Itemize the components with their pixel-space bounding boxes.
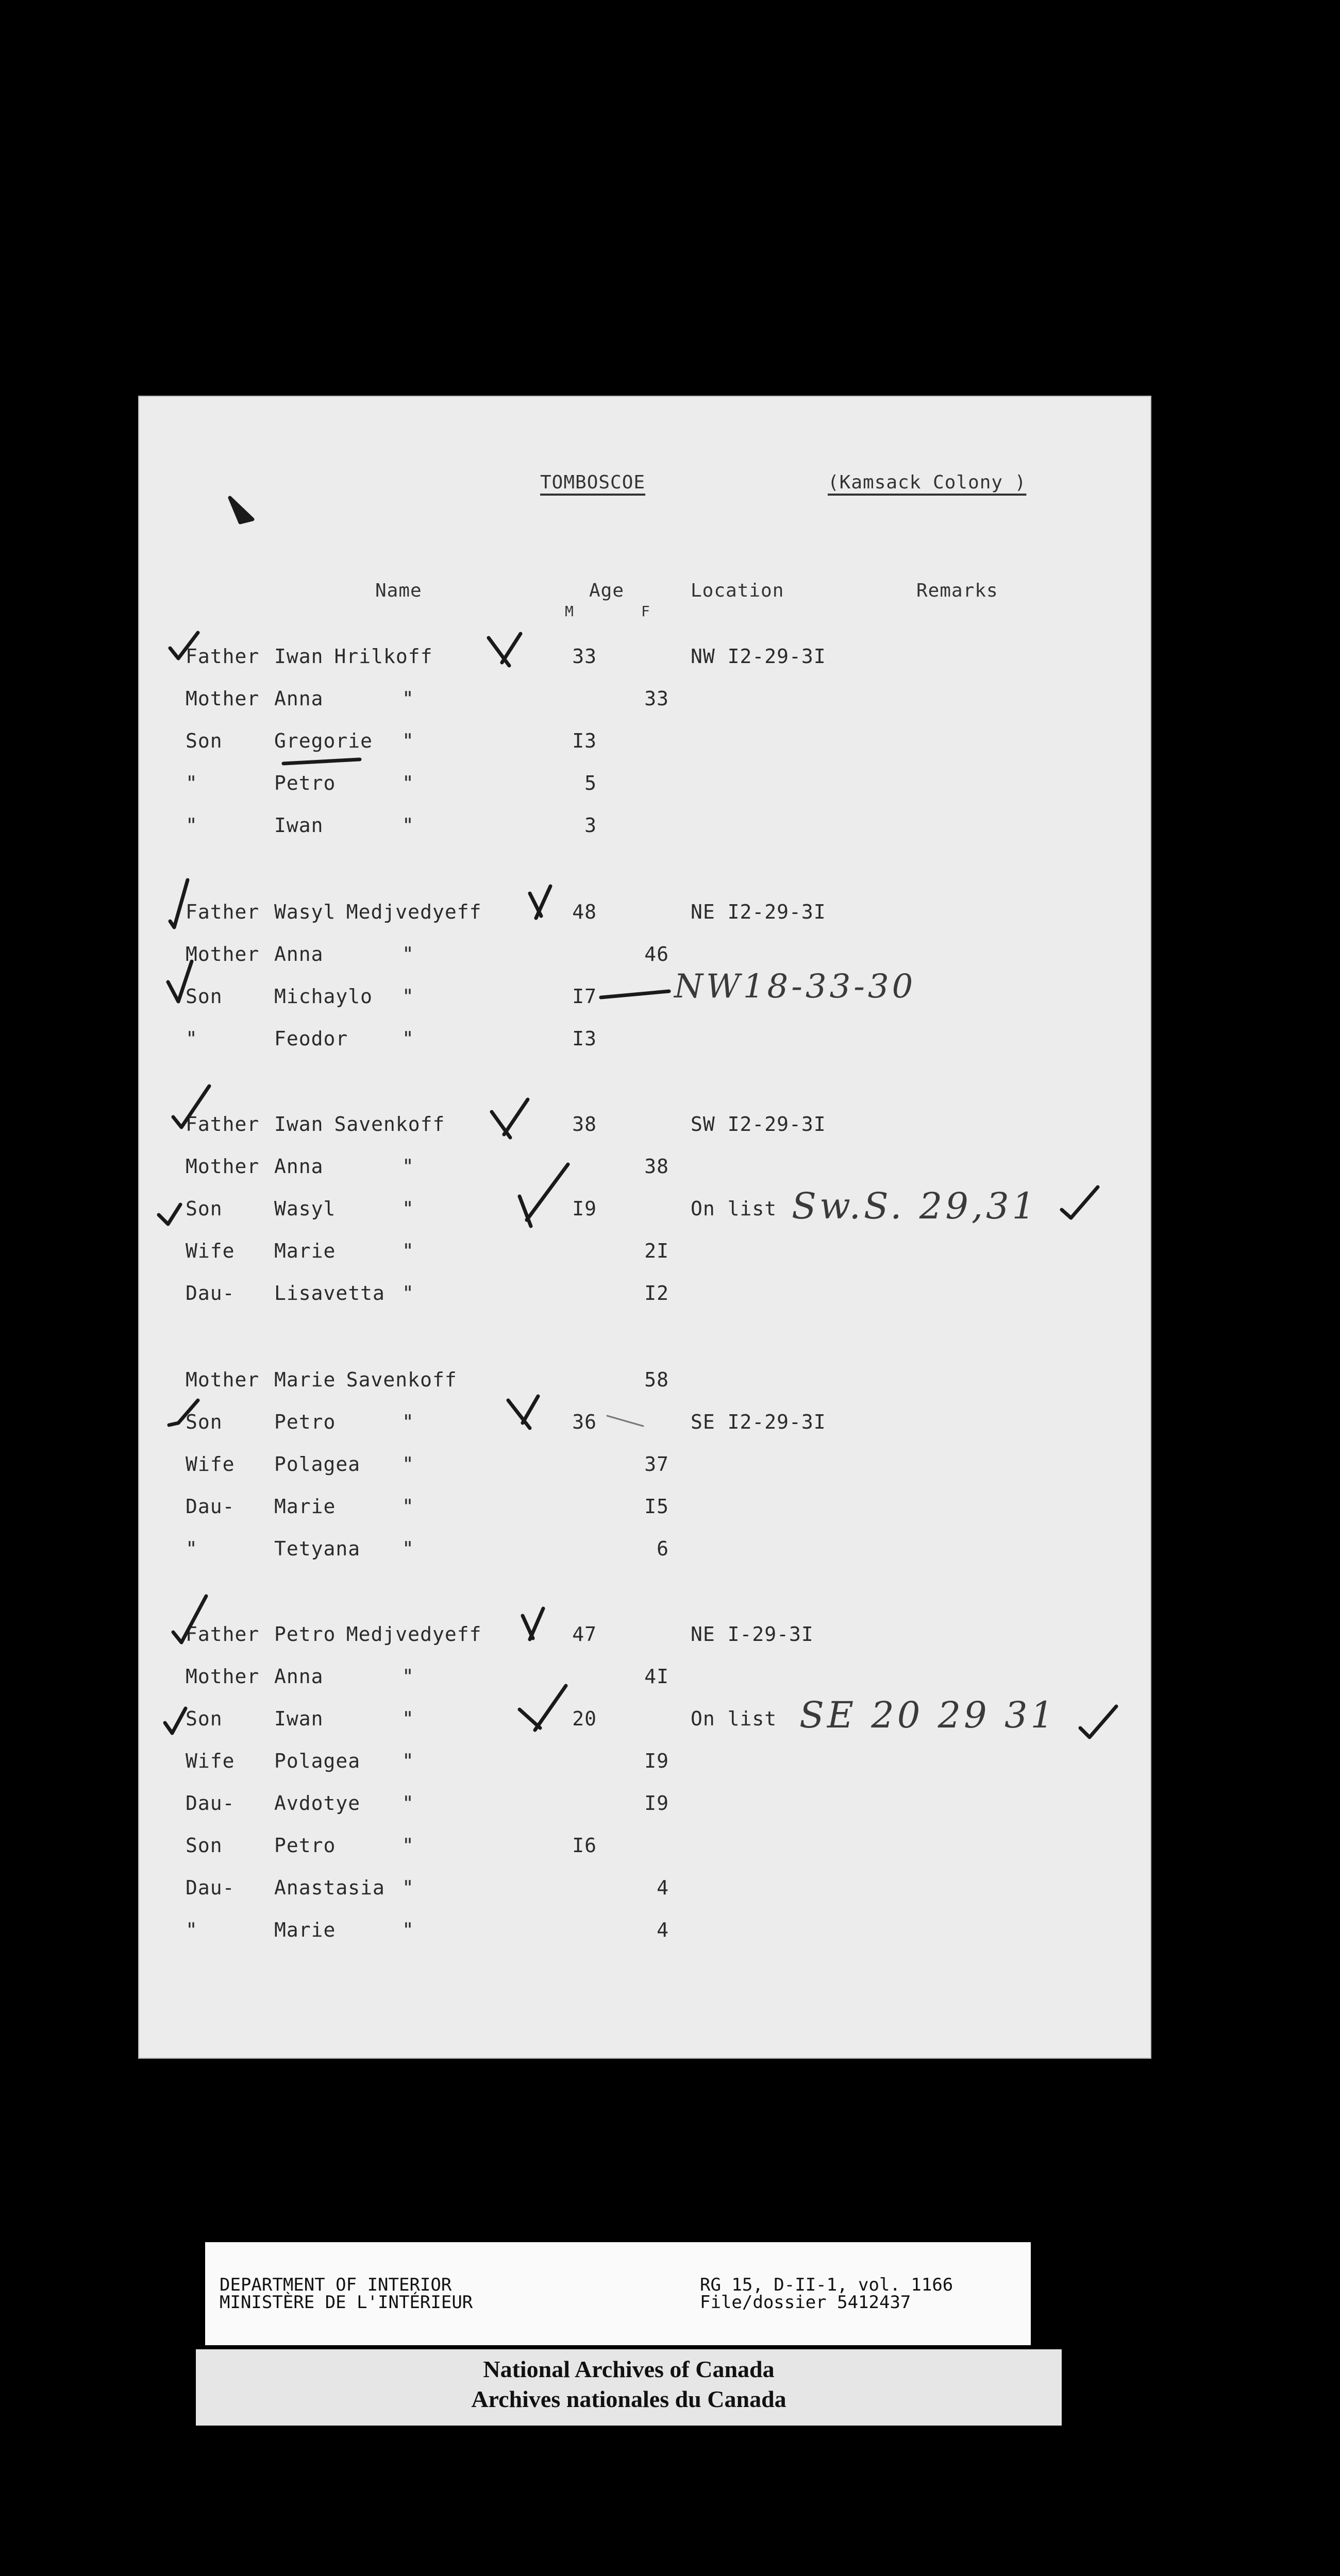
cell-m: 5: [584, 772, 597, 794]
cell-loc: NE I2-29-3I: [691, 901, 826, 923]
cell-f: 2I: [644, 1240, 669, 1262]
column-header-name: Name: [375, 580, 422, 601]
pen-marks: [138, 396, 1151, 2059]
cell-surname: ": [402, 1665, 414, 1688]
cell-given: Petro: [274, 1411, 336, 1433]
document-sheet: [138, 396, 1151, 2059]
cell-given: Iwan: [274, 1707, 324, 1730]
cell-surname: ": [402, 1411, 414, 1433]
cell-loc: On list: [691, 1707, 777, 1730]
handwritten-location-note: NW18-33-30: [674, 968, 916, 1006]
cell-rel: Wife: [186, 1750, 235, 1772]
checkmark-icon: [168, 961, 192, 1002]
cell-given: Anna: [274, 687, 324, 710]
column-header-age-f: F: [641, 603, 650, 620]
cell-given: Anna: [274, 943, 324, 965]
cell-surname: ": [402, 1453, 414, 1476]
cell-given: Marie: [274, 1919, 336, 1941]
checkmark-icon: [1062, 1187, 1098, 1218]
cell-rel: Dau-: [186, 1876, 235, 1899]
cell-given: Michaylo: [274, 985, 373, 1008]
cell-given: Marie: [274, 1240, 336, 1262]
cell-rel: Father: [186, 1623, 260, 1646]
column-header-age: Age: [589, 580, 625, 601]
cell-given: Lisavetta: [274, 1282, 385, 1304]
cell-surname: ": [402, 772, 414, 794]
cell-f: 6: [657, 1537, 669, 1560]
cell-surname: ": [402, 1537, 414, 1560]
cell-rel: Father: [186, 901, 260, 923]
cell-surname: ": [402, 1495, 414, 1518]
cell-surname: Medjvedyeff: [346, 1623, 482, 1646]
cell-f: 4I: [644, 1665, 669, 1688]
cell-rel: ": [186, 772, 198, 794]
cell-given: Tetyana: [274, 1537, 361, 1560]
cell-given: Anna: [274, 1665, 324, 1688]
cell-rel: Father: [186, 1113, 260, 1136]
cell-rel: Son: [186, 730, 223, 752]
checkmark-icon: [1080, 1706, 1116, 1737]
cell-m: 38: [572, 1113, 597, 1136]
cell-m: 33: [572, 645, 597, 668]
cell-surname: ": [402, 687, 414, 710]
cell-f: 37: [644, 1453, 669, 1476]
cell-rel: Mother: [186, 943, 260, 965]
cell-loc: NW I2-29-3I: [691, 645, 826, 668]
checkmark-icon: [173, 1086, 209, 1127]
checkmark-icon: [170, 880, 188, 927]
cell-m: I9: [572, 1197, 597, 1220]
archives-name-en: National Archives of Canada: [483, 2356, 775, 2382]
archive-reference-label: [205, 2242, 1031, 2345]
cell-m: 47: [572, 1623, 597, 1646]
archives-banner: [196, 2349, 1062, 2426]
cell-rel: Dau-: [186, 1792, 235, 1815]
cell-rel: Mother: [186, 687, 260, 710]
cell-m: I7: [572, 985, 597, 1008]
cell-rel: Mother: [186, 1665, 260, 1688]
cell-given: Marie: [274, 1368, 336, 1391]
cell-rel: Wife: [186, 1240, 235, 1262]
x-mark-icon: [530, 886, 550, 918]
cell-m: 36: [572, 1411, 597, 1433]
cell-f: I9: [644, 1792, 669, 1815]
cell-loc: On list: [691, 1197, 777, 1220]
record-group-reference: RG 15, D-II-1, vol. 1166: [700, 2275, 953, 2295]
cell-surname: ": [402, 730, 414, 752]
checkmark-icon: [159, 1205, 180, 1224]
colony-name: (Kamsack Colony ): [828, 472, 1027, 493]
cell-surname: Savenkoff: [346, 1368, 457, 1391]
cell-given: Petro: [274, 772, 336, 794]
cell-f: I5: [644, 1495, 669, 1518]
cell-given: Wasyl: [274, 1197, 336, 1220]
cell-given: Iwan: [274, 1113, 324, 1136]
cell-given: Polagea: [274, 1453, 361, 1476]
checkmark-icon: [169, 1400, 198, 1425]
cell-surname: Medjvedyeff: [346, 901, 482, 923]
handwritten-remark-iwan: SE 20 29 31: [799, 1694, 1057, 1736]
cell-loc: SE I2-29-3I: [691, 1411, 826, 1433]
cell-m: I6: [572, 1834, 597, 1857]
checkmark-icon: [173, 1596, 206, 1642]
cell-given: Wasyl: [274, 901, 336, 923]
cell-surname: ": [402, 814, 414, 837]
cell-given: Gregorie: [274, 730, 373, 752]
cell-rel: Wife: [186, 1453, 235, 1476]
stray-mark: [607, 1416, 643, 1426]
x-mark-icon: [520, 1164, 568, 1226]
x-mark-icon: [523, 1608, 543, 1639]
cell-surname: ": [402, 1876, 414, 1899]
cell-given: Petro: [274, 1623, 336, 1646]
cell-rel: Dau-: [186, 1282, 235, 1304]
cell-f: 58: [644, 1368, 669, 1391]
x-mark-icon: [520, 1686, 566, 1730]
cell-rel: Mother: [186, 1155, 260, 1178]
cell-surname: ": [402, 1240, 414, 1262]
cell-rel: Dau-: [186, 1495, 235, 1518]
cell-m: 20: [572, 1707, 597, 1730]
cell-f: I9: [644, 1750, 669, 1772]
cell-f: 4: [657, 1876, 669, 1899]
cell-surname: ": [402, 1750, 414, 1772]
cell-given: Petro: [274, 1834, 336, 1857]
cell-rel: Father: [186, 645, 260, 668]
cell-given: Iwan: [274, 814, 324, 837]
cell-surname: Savenkoff: [334, 1113, 445, 1136]
cell-surname: ": [402, 985, 414, 1008]
cell-loc: NE I-29-3I: [691, 1623, 814, 1646]
cell-rel: Son: [186, 1411, 223, 1433]
connector-line: [601, 991, 669, 997]
handwritten-remark-wasyl: Sw.S. 29,31: [792, 1185, 1038, 1227]
x-mark-icon: [508, 1396, 538, 1428]
column-header-location: Location: [691, 580, 784, 601]
checkmark-icon: [165, 1708, 186, 1733]
cell-surname: ": [402, 1197, 414, 1220]
cell-given: Anastasia: [274, 1876, 385, 1899]
cell-f: 4: [657, 1919, 669, 1941]
cell-rel: Son: [186, 1707, 223, 1730]
cell-given: Marie: [274, 1495, 336, 1518]
cell-m: I3: [572, 1027, 597, 1050]
cell-rel: Son: [186, 985, 223, 1008]
cell-surname: ": [402, 943, 414, 965]
cell-surname: Hrilkoff: [334, 645, 433, 668]
column-header-age-m: M: [565, 603, 574, 620]
cell-surname: ": [402, 1792, 414, 1815]
cell-given: Iwan: [274, 645, 324, 668]
cell-rel: Son: [186, 1197, 223, 1220]
column-header-remarks: Remarks: [916, 580, 998, 601]
cell-f: 33: [644, 687, 669, 710]
department-fr: MINISTÈRE DE L'INTÉRIEUR: [220, 2292, 473, 2313]
underline-mark: [283, 759, 360, 764]
cell-given: Feodor: [274, 1027, 348, 1050]
cell-f: 46: [644, 943, 669, 965]
cell-rel: ": [186, 814, 198, 837]
cell-surname: ": [402, 1707, 414, 1730]
cell-given: Polagea: [274, 1750, 361, 1772]
cell-given: Avdotye: [274, 1792, 361, 1815]
cell-surname: ": [402, 1834, 414, 1857]
cell-surname: ": [402, 1027, 414, 1050]
cell-loc: SW I2-29-3I: [691, 1113, 826, 1136]
cell-rel: ": [186, 1919, 198, 1941]
checkmark-icon: [170, 633, 198, 658]
arrow-mark-icon: [230, 498, 253, 522]
cell-surname: ": [402, 1155, 414, 1178]
cell-rel: Mother: [186, 1368, 260, 1391]
cell-given: Anna: [274, 1155, 324, 1178]
cell-rel: ": [186, 1027, 198, 1050]
document-title: TOMBOSCOE: [540, 472, 646, 493]
file-reference: File/dossier 5412437: [700, 2292, 911, 2313]
x-mark-icon: [489, 634, 521, 666]
archives-name-fr: Archives nationales du Canada: [471, 2386, 786, 2412]
cell-rel: ": [186, 1537, 198, 1560]
cell-m: I3: [572, 730, 597, 752]
cell-m: 3: [584, 814, 597, 837]
x-mark-icon: [492, 1099, 528, 1138]
cell-rel: Son: [186, 1834, 223, 1857]
cell-f: I2: [644, 1282, 669, 1304]
cell-surname: ": [402, 1282, 414, 1304]
cell-m: 48: [572, 901, 597, 923]
department-en: DEPARTMENT OF INTERIOR: [220, 2275, 452, 2295]
cell-surname: ": [402, 1919, 414, 1941]
cell-f: 38: [644, 1155, 669, 1178]
